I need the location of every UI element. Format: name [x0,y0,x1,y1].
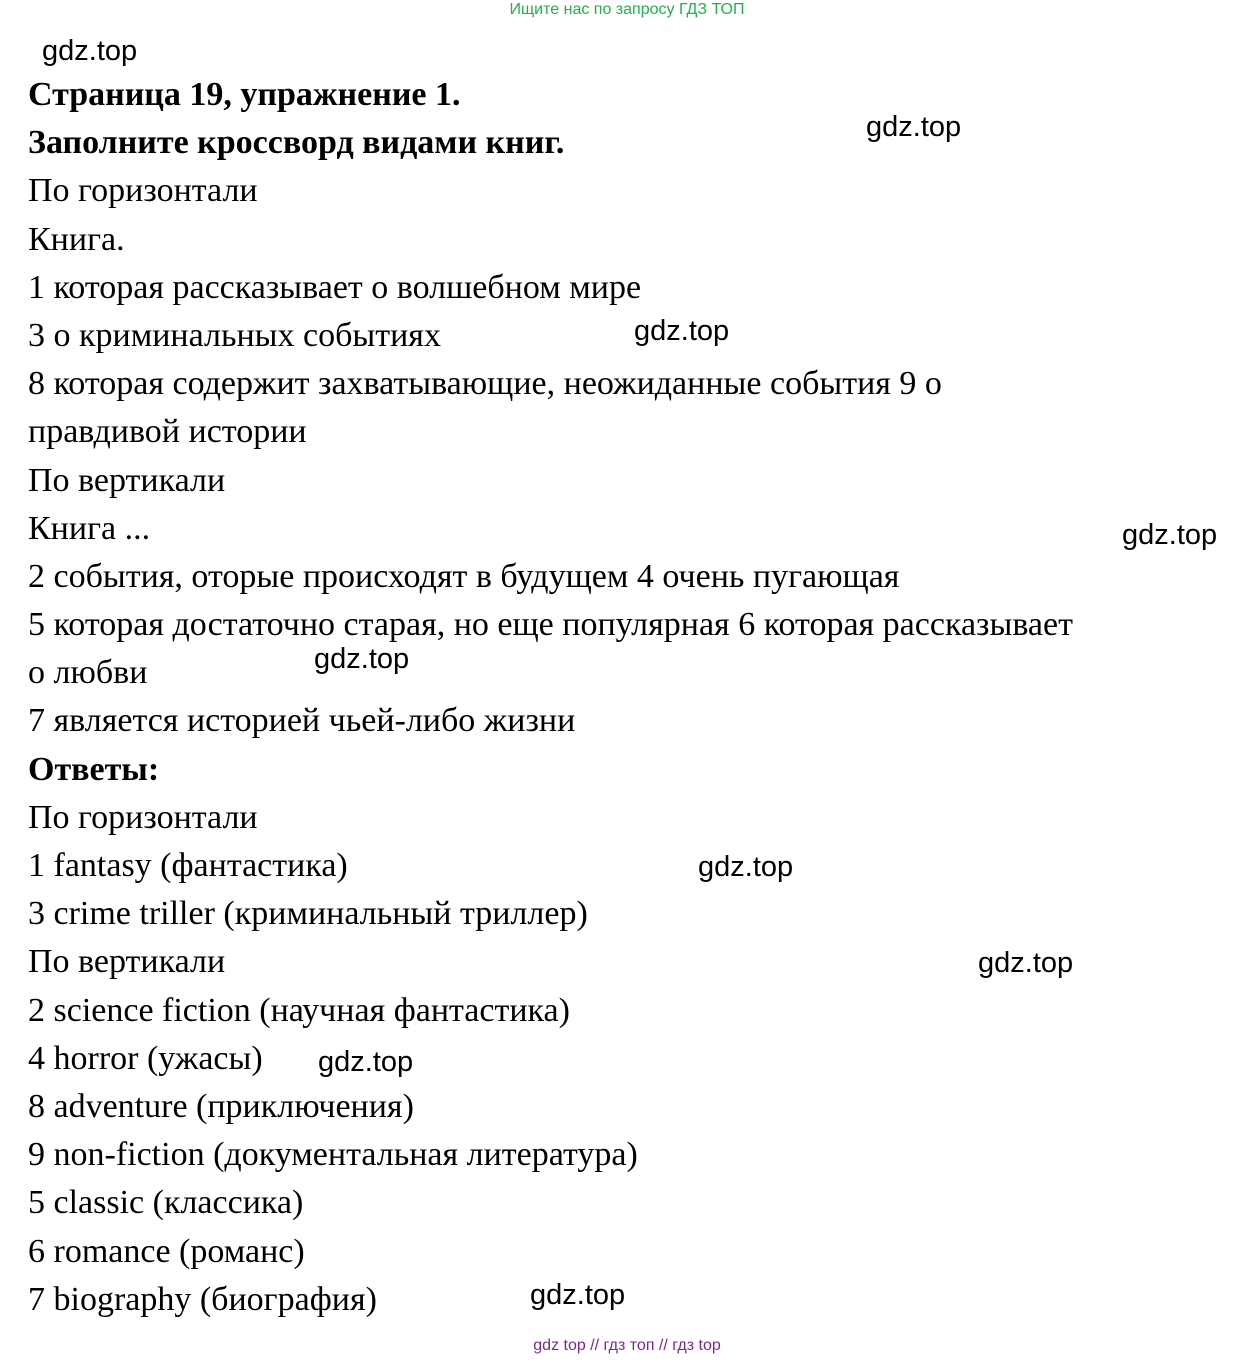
text-line: 2 события, оторые происходят в будущем 4 очень пугающая [28,557,900,595]
watermark: gdz.top [1122,519,1218,551]
text-line: По горизонтали [28,798,258,836]
text-line: Книга. [28,220,125,258]
watermark: gdz.top [634,315,730,347]
text-line: 4 horror (ужасы) [28,1039,263,1077]
text-line: 9 non-fiction (документальная литература) [28,1136,638,1174]
text-line: Книга ... [28,509,151,547]
footer: gdz top // гдз топ // гдз top [533,1337,721,1354]
text-line: 3 crime triller (криминальный триллер) [28,895,588,933]
text-line: По вертикали [28,461,226,499]
watermark: gdz.top [978,947,1074,979]
text-line: 2 science fiction (научная фантастика) [28,991,570,1029]
watermark: gdz.top [314,643,410,675]
text-line: 7 является историей чьей-либо жизни [28,702,576,740]
document-body [28,71,1248,1324]
text-line: 7 biography (биография) [28,1280,377,1318]
text-line: 3 о криминальных событиях [28,316,441,354]
text-line: 8 adventure (приключения) [28,1087,414,1125]
watermark: gdz.top [318,1046,414,1078]
heading-line: Заполните кроссворд видами книг. [28,124,565,162]
text-line: 5 classic (классика) [28,1184,304,1222]
text-line: По вертикали [28,943,226,981]
text-line: 1 fantasy (фантастика) [28,847,348,884]
text-line: 8 которая содержит захватывающие, неожиданные события 9 о [28,365,942,403]
top-banner: Ищите нас по запросу ГДЗ ТОП [509,1,745,18]
text-line: 6 romance (романс) [28,1232,305,1270]
watermark: gdz.top [698,851,794,883]
text-line: По горизонтали [28,172,258,210]
watermark: gdz.top [866,111,962,143]
watermark: gdz.top [530,1279,626,1311]
text-line: 1 которая рассказывает о волшебном мире [28,268,642,306]
text-line: о любви [28,654,148,692]
text-line: 5 которая достаточно старая, но еще популярная 6 которая рассказывает [28,606,1073,644]
heading-line: Ответы: [28,750,160,788]
watermark: gdz.top [42,35,138,67]
text-line: правдивой истории [28,413,307,451]
heading-line: Страница 19, упражнение 1. [28,76,461,113]
